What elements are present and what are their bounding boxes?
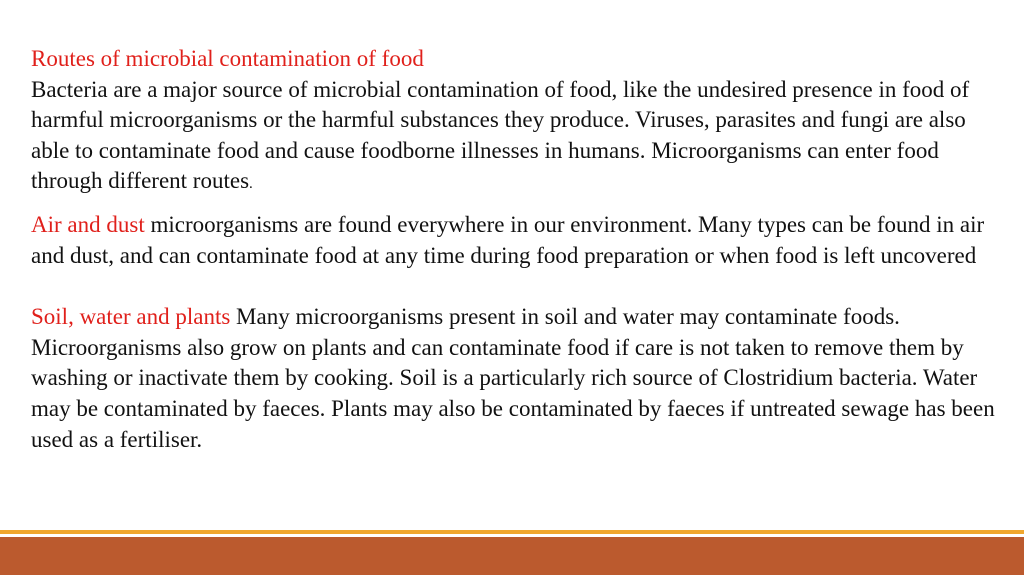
air-dust-label: Air and dust — [31, 211, 145, 237]
soil-water-plants-text: Many microorganisms present in soil and water may contaminate foods. Microorganisms also grow on plants and can contaminate food if care is not taken to remove them by washing or inactivate them by cooking. Soil is a particularly rich source of Clostridium bacteria. Water may be contaminated by faeces. Plants may also be contaminated by faeces if untreated sewage has been used as a fertiliser. — [31, 304, 995, 452]
soil-water-plants-label: Soil, water and plants — [31, 304, 231, 330]
slide-heading: Routes of microbial contamination of food — [31, 46, 424, 71]
air-dust-text: microorganisms are found everywhere in our environment. Many types can be found in air and dust, and can contaminate food at any time during food preparation or when food is left uncovered — [31, 211, 985, 268]
footer-thin-rule — [0, 530, 1024, 534]
footer-band — [0, 537, 1024, 575]
intro-period: . — [249, 176, 253, 193]
slide-body — [31, 44, 1006, 455]
air-dust-paragraph — [31, 210, 1006, 271]
intro-text: Bacteria are a major source of microbial contamination of food, like the undesired presence in food of harmful microorganisms or the harmful substances they produce. Viruses, parasites and fungi are also able to contaminate food and cause foodborne illnesses in humans. Microorganisms can enter food through different routes — [31, 76, 970, 194]
intro-paragraph — [31, 44, 1006, 200]
soil-water-plants-paragraph — [31, 302, 1006, 455]
